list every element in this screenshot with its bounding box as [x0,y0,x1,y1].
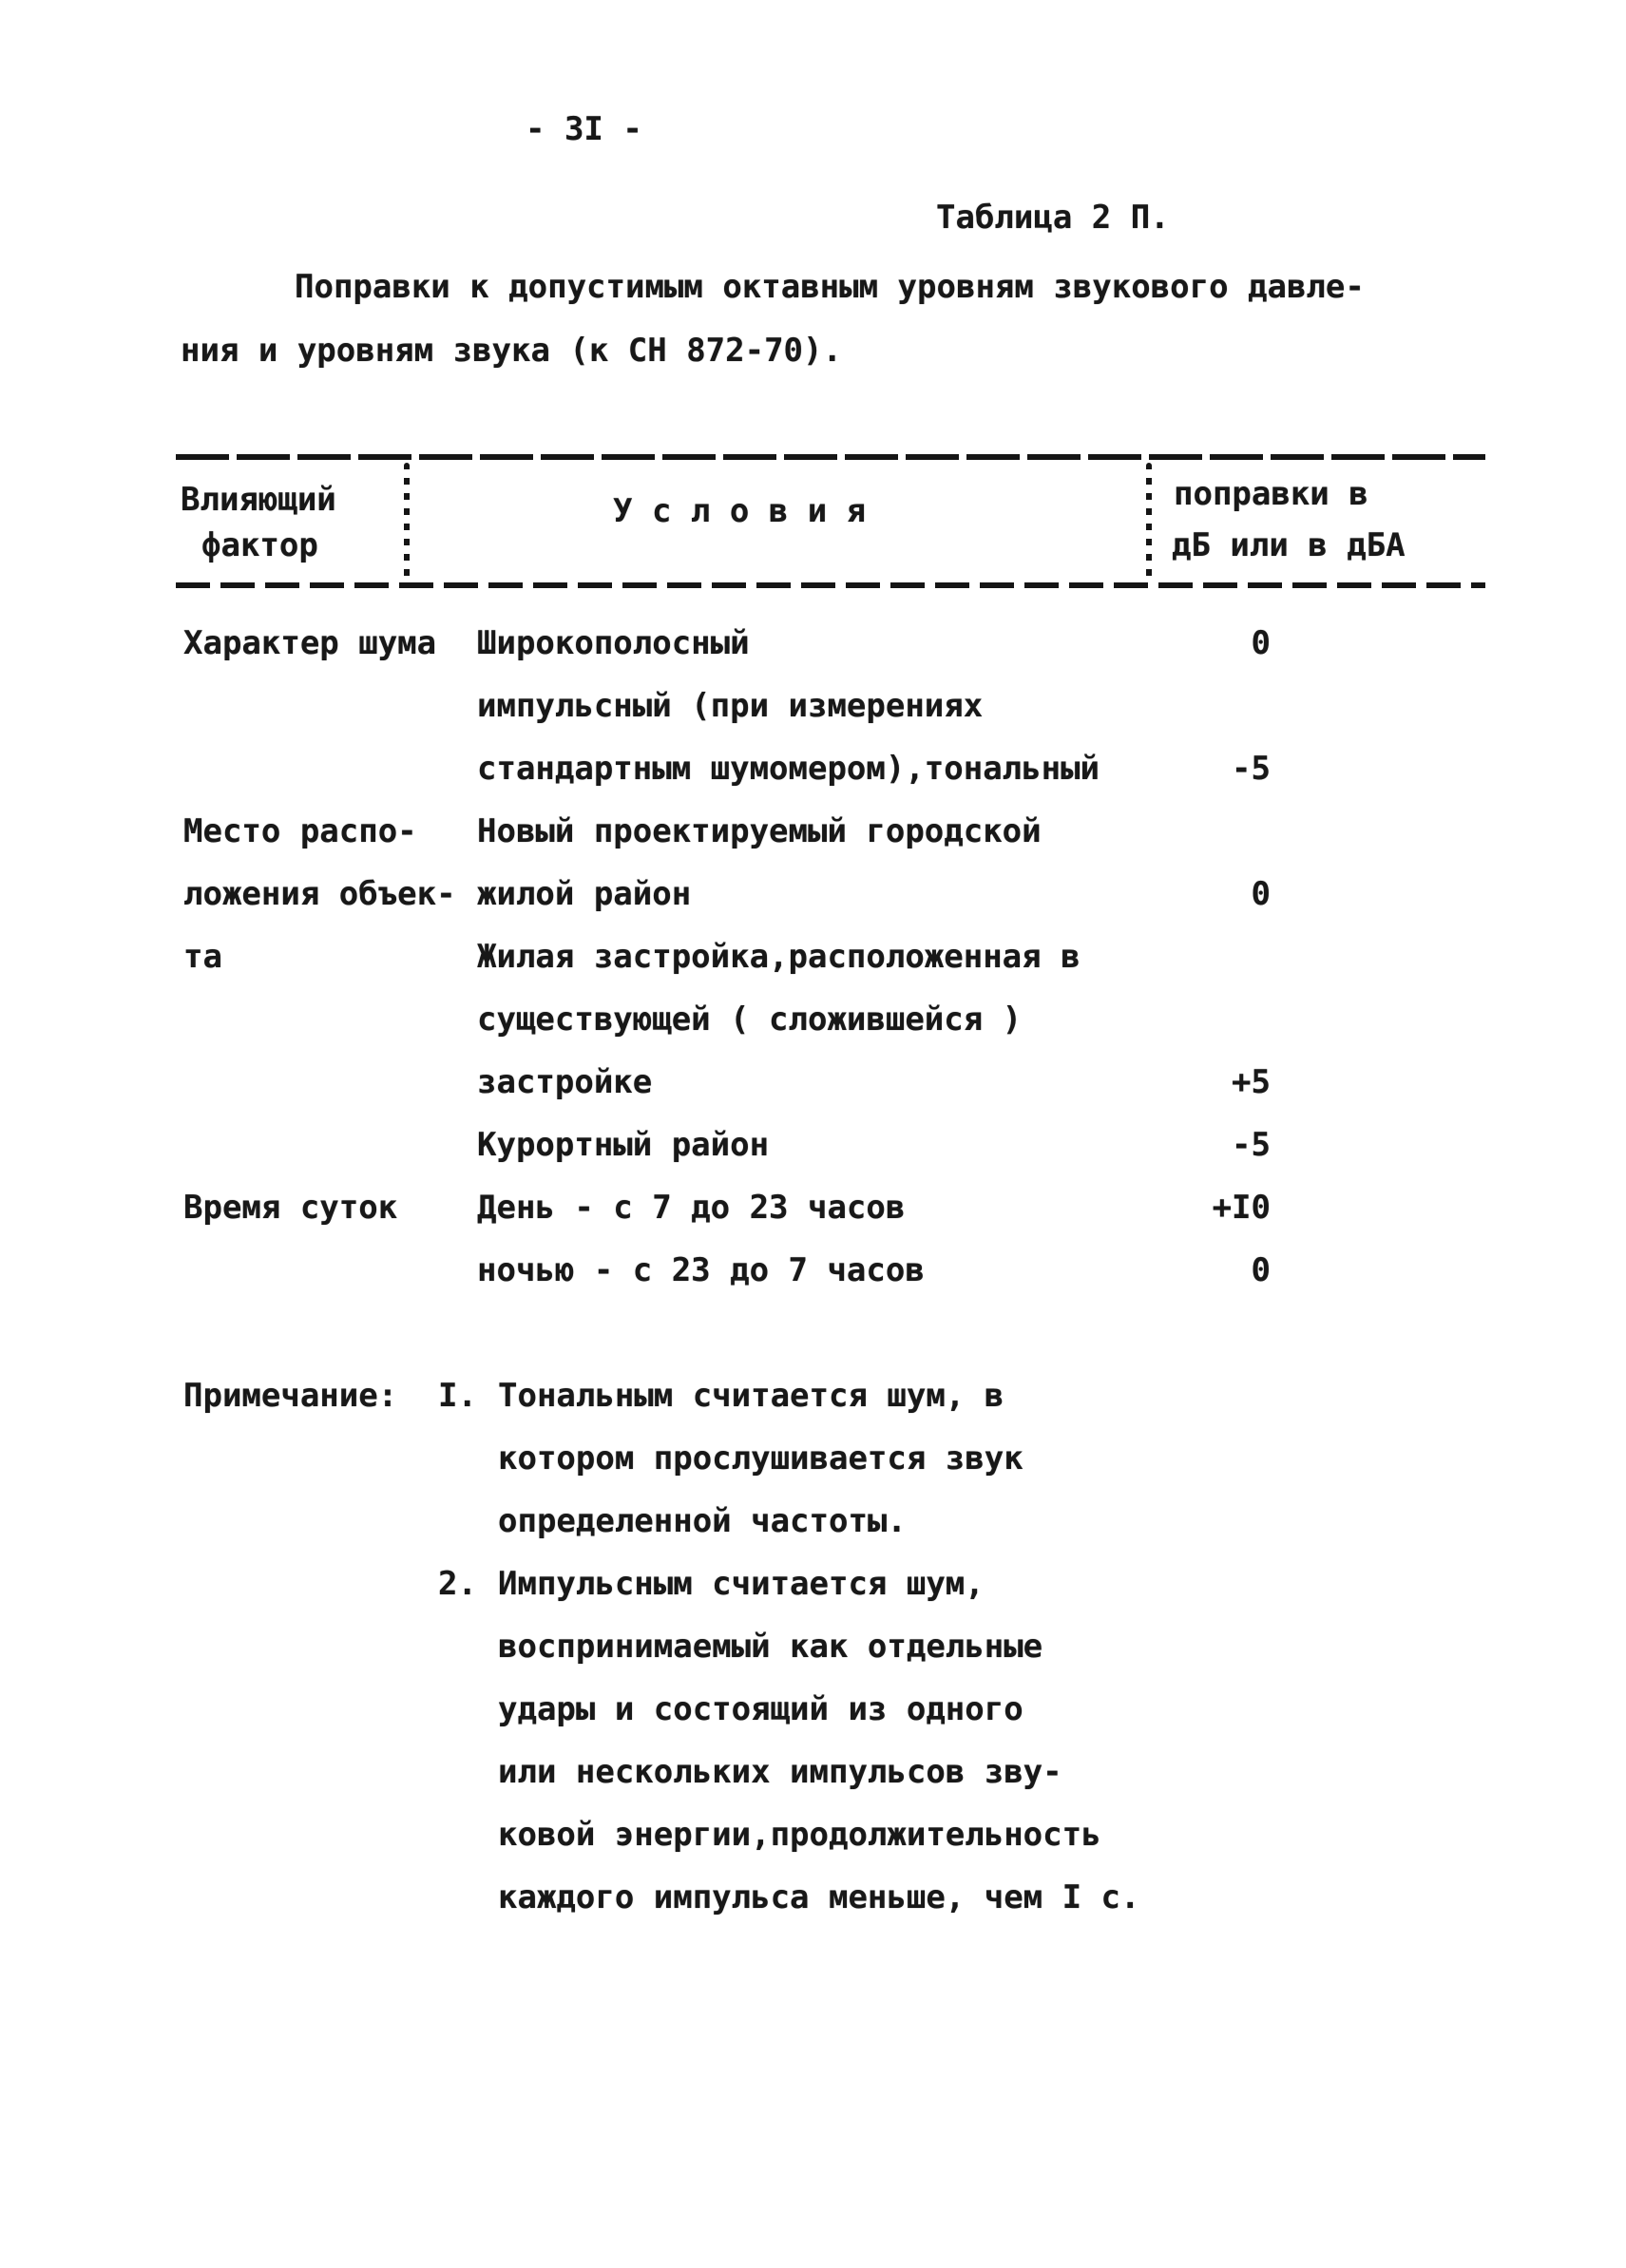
header-divider-left [404,463,410,581]
note-number: I. [438,1377,477,1415]
table-top-border [176,454,1485,460]
header-col-conditions: У с л о в и я [613,492,867,530]
intro-line: Поправки к допустимым октавным уровням звукового давле- [295,268,1365,306]
row-factor: Место распо- [183,812,417,850]
table-caption: Таблица 2 П. [936,199,1170,237]
page-number: - 3I - [526,110,642,148]
row-value: 0 [1251,624,1271,662]
row-value: -5 [1232,750,1271,788]
header-divider-right [1146,463,1152,581]
note-number: 2. [438,1565,477,1603]
row-factor: Характер шума [183,624,437,662]
row-condition: импульсный (при измерениях [477,687,984,725]
note-line: Тональным считается шум, в [498,1377,1004,1415]
note-line: воспринимаемый как отдельные [498,1628,1043,1666]
notes-label: Примечание: [183,1377,398,1415]
row-condition: Новый проектируемый городской [477,812,1042,850]
note-line: каждого импульса меньше, чем I с. [498,1878,1140,1916]
note-line: ковой энергии,продолжительность [498,1816,1101,1854]
header-col-correction: дБ или в дБА [1172,526,1406,564]
row-condition: существующей ( сложившейся ) [477,1001,1023,1039]
row-factor: Время суток [183,1189,398,1227]
row-value: +5 [1232,1063,1271,1101]
header-col-factor: Влияющий [181,481,336,519]
row-condition: застройке [477,1063,653,1101]
note-line: удары и состоящий из одного [498,1690,1023,1728]
note-line: котором прослушивается звук [498,1439,1023,1477]
row-value: 0 [1251,1251,1271,1289]
note-line: Импульсным считается шум, [498,1565,985,1603]
note-line: определенной частоты. [498,1502,907,1540]
row-value: +I0 [1212,1189,1271,1227]
row-factor: та [183,938,222,976]
row-value: -5 [1232,1126,1271,1164]
row-condition: стандартным шумомером),тональный [477,750,1100,788]
row-condition: ночью - с 23 до 7 часов [477,1251,925,1289]
intro-line: ния и уровням звука (к СН 872-70). [181,332,842,370]
row-condition: Жилая застройка,расположенная в [477,938,1081,976]
row-condition: Курортный район [477,1126,770,1164]
row-condition: Широкополосный [477,624,750,662]
row-factor: ложения объек- [183,875,456,913]
row-condition: День - с 7 до 23 часов [477,1189,906,1227]
header-col-factor: фактор [201,526,318,564]
header-col-correction: поправки в [1174,475,1368,513]
table-header-bottom-border [176,582,1485,588]
note-line: или нескольких импульсов зву- [498,1753,1062,1791]
row-condition: жилой район [477,875,692,913]
row-value: 0 [1251,875,1271,913]
